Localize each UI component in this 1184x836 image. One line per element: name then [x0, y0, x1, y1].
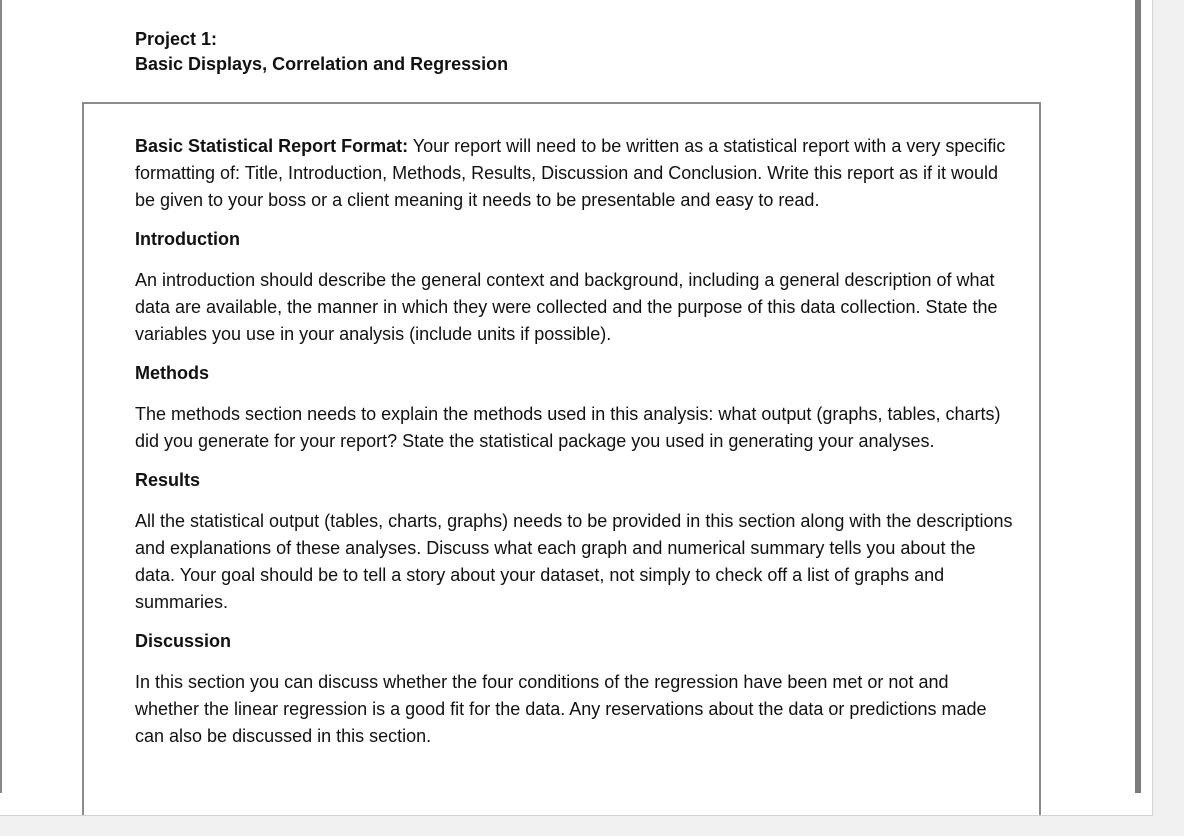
results-heading: Results: [135, 470, 201, 490]
format-text: Your report will need to be written as a statistical report with a very specific formatting of: Title, Introduction, Methods, Results, Discussion and Conclusion. Write this report as if it would be given to your boss or a client meaning it needs to be presentable and easy to read.: [135, 136, 1006, 210]
project-subtitle: Basic Displays, Correlation and Regression: [135, 54, 509, 74]
discussion-body: In this section you can discuss whether the four conditions of the regression have been met or not and whether the linear regression is a good fit for the data. Any reservations about the data or predictions made can also be discussed in this section.: [135, 672, 987, 746]
page-left-border: [0, 0, 2, 793]
results-body: All the statistical output (tables, charts, graphs) needs to be provided in this section along with the descriptions and explanations of these analyses. Discuss what each graph and numerical summary tells you about the data. Your goal should be to tell a story about your dataset, not simply to check off a list of graphs and summaries.: [135, 511, 1013, 612]
introduction-heading: Introduction: [135, 229, 240, 249]
instructions-content: [135, 133, 1015, 762]
format-paragraph: [135, 133, 1015, 214]
document-header: [135, 27, 508, 77]
methods-heading: Methods: [135, 363, 209, 383]
discussion-heading: Discussion: [135, 631, 232, 651]
page-right-border: [1135, 0, 1141, 793]
format-label: Basic Statistical Report Format:: [135, 136, 409, 156]
project-title: Project 1:: [135, 29, 218, 49]
methods-body: The methods section needs to explain the methods used in this analysis: what output (graphs, tables, charts) did you generate for your report? State the statistical package you used in generating your analyses.: [135, 404, 1001, 451]
introduction-body: An introduction should describe the general context and background, including a general description of what data are available, the manner in which they were collected and the purpose of this data collection. State the variables you use in your analysis (include units if possible).: [135, 270, 998, 344]
